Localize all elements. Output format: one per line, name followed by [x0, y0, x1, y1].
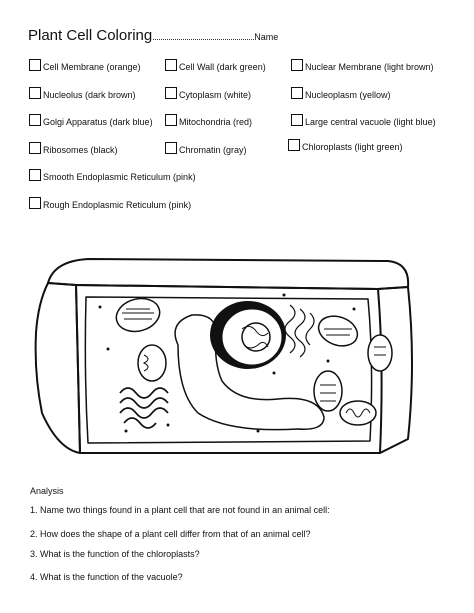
legend-label: Nucleolus (dark brown): [43, 90, 136, 100]
legend-item-nuclear-membrane: [291, 62, 434, 73]
legend-label: Nucleoplasm (yellow): [305, 90, 391, 100]
color-checkbox[interactable]: [165, 59, 177, 71]
legend-label: Large central vacuole (light blue): [305, 117, 436, 127]
legend-item-chloroplasts: [288, 142, 403, 153]
question-1: 1. Name two things found in a plant cell that are not found in an animal cell:: [30, 505, 330, 515]
legend-item-cell-membrane: [29, 62, 141, 73]
legend-label: Rough Endoplasmic Reticulum (pink): [43, 200, 192, 210]
legend-label: Chloroplasts (light green): [302, 142, 403, 152]
legend-item-cytoplasm: [165, 90, 251, 101]
color-checkbox[interactable]: [165, 87, 177, 99]
legend-label: Cell Wall (dark green): [179, 62, 266, 72]
color-checkbox[interactable]: [29, 87, 41, 99]
color-checkbox[interactable]: [29, 59, 41, 71]
cell-wall-left-face: [36, 283, 80, 453]
question-3: 3. What is the function of the chloroplasts?: [30, 549, 200, 559]
legend-item-ribosomes: [29, 145, 118, 156]
color-checkbox[interactable]: [165, 142, 177, 154]
legend-label: Chromatin (gray): [179, 145, 247, 155]
color-checkbox[interactable]: [29, 169, 41, 181]
legend-label: Nuclear Membrane (light brown): [305, 62, 434, 72]
analysis-title: Analysis: [30, 486, 64, 496]
name-line: ...................................................: [152, 32, 255, 42]
legend-label: Cell Membrane (orange): [43, 62, 141, 72]
page-title: Plant Cell Coloring: [28, 27, 153, 44]
nucleus: [210, 301, 286, 369]
color-checkbox[interactable]: [165, 114, 177, 126]
legend-item-cell-wall: [165, 62, 266, 73]
legend-item-vacuole: [291, 117, 436, 128]
legend-item-nucleoplasm: [291, 90, 391, 101]
header: [28, 27, 278, 45]
legend-item-rough-er: [29, 200, 191, 211]
legend-item-mitochondria: [165, 117, 252, 128]
legend-label: Mitochondria (red): [179, 117, 253, 127]
name-label: Name: [254, 32, 279, 42]
legend-item-smooth-er: [29, 172, 196, 183]
legend-label: Ribosomes (black): [43, 145, 118, 155]
color-checkbox[interactable]: [29, 114, 41, 126]
color-checkbox[interactable]: [291, 87, 303, 99]
question-2: 2. How does the shape of a plant cell differ from that of an animal cell?: [30, 529, 311, 539]
plant-cell-diagram: [28, 253, 418, 463]
color-checkbox[interactable]: [29, 142, 41, 154]
legend-item-nucleolus: [29, 90, 136, 101]
color-checkbox[interactable]: [291, 59, 303, 71]
legend-item-golgi: [29, 117, 153, 128]
color-checkbox[interactable]: [288, 139, 300, 151]
legend-label: Cytoplasm (white): [179, 90, 252, 100]
color-checkbox[interactable]: [291, 114, 303, 126]
legend-item-chromatin: [165, 145, 247, 156]
golgi-apparatus: [120, 388, 168, 428]
rough-er: [285, 305, 314, 357]
question-4: 4. What is the function of the vacuole?: [30, 572, 183, 582]
legend-label: Golgi Apparatus (dark blue): [43, 117, 153, 127]
legend-label: Smooth Endoplasmic Reticulum (pink): [43, 172, 196, 182]
color-checkbox[interactable]: [29, 197, 41, 209]
